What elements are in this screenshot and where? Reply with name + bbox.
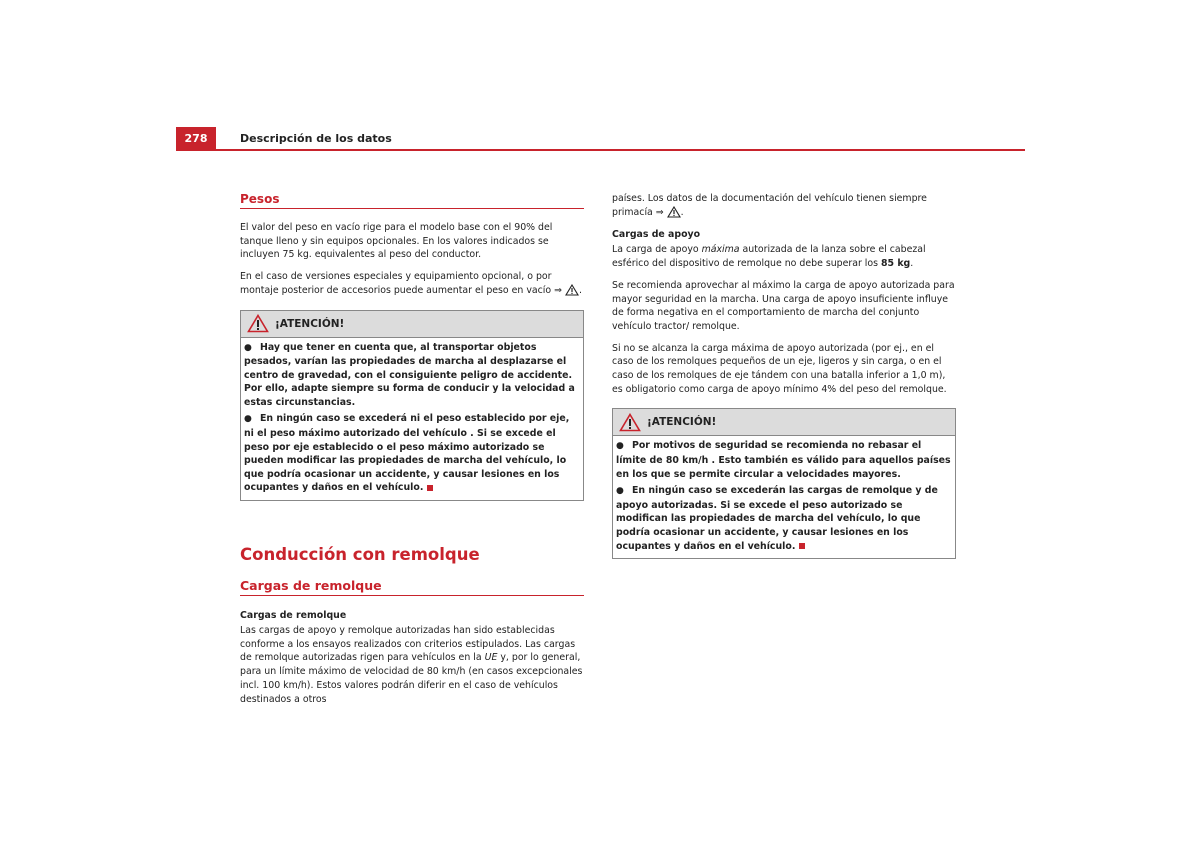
section-title-cargas: Cargas de remolque xyxy=(240,578,584,596)
apoyo-paragraph-1: La carga de apoyo máxima autorizada de la lanza sobre el cabezal esférico del dispositivo de remolque no debe superar los 85 kg. xyxy=(612,244,926,270)
running-title: Descripción de los datos xyxy=(240,132,392,145)
continued-paragraph: países. Los datos de la documentación del vehículo tienen siempre primacía ⇒ . xyxy=(612,193,927,218)
apoyo-paragraph-2: Se recomienda aprovechar al máximo la carga de apoyo autorizada para mayor seguridad en la marcha. Una carga de apoyo insuficiente influye de forma negativa en el comportamiento de marcha del conjunto vehículo tractor/ remolque. xyxy=(612,279,955,332)
warning-triangle-icon xyxy=(247,314,269,333)
warning-header xyxy=(613,409,955,436)
warning-triangle-icon xyxy=(565,284,579,296)
page-number: 278 xyxy=(176,127,216,149)
warning-triangle-icon xyxy=(619,413,641,432)
section-title-pesos: Pesos xyxy=(240,192,584,209)
warning-box-2 xyxy=(612,408,956,559)
warning-title: ¡ATENCIÓN! xyxy=(647,416,717,429)
bullet-icon: ● xyxy=(616,441,624,452)
subheading-cargas-remolque: Cargas de remolque xyxy=(240,610,347,622)
apoyo-paragraph-3: Si no se alcanza la carga máxima de apoyo autorizada (por ej., en el caso de los remolques pequeños de un eje, ligeros y sin carga, o en el caso de los remolques de eje tándem con una batalla inferior a 1,0 m), es obligatorio como carga de apoyo mínimo 4% del peso del remolque. xyxy=(612,342,947,395)
warning-triangle-icon xyxy=(667,206,681,218)
pesos-paragraph-1: El valor del peso en vacío rige para el modelo base con el 90% del tanque lleno y sin equipos opcionales. En los valores indicados se incluyen 75 kg. equivalentes al peso del conductor. xyxy=(240,222,553,261)
chapter-title: Conducción con remolque xyxy=(240,545,480,565)
bullet-icon: ● xyxy=(616,486,624,497)
end-mark-icon xyxy=(799,543,805,549)
warning-box-1 xyxy=(240,310,584,502)
warning-item: ● En ningún caso se excederán las cargas de remolque y de apoyo autorizadas. Si se excede el peso autorizado se modifican las propiedades de marcha del vehículo, lo que podría ocasionar un accidente, y causar lesiones en los ocupantes y daños en el vehículo. xyxy=(616,485,938,552)
cargas-paragraph: Las cargas de apoyo y remolque autorizadas han sido establecidas conforme a los ensayos realizados con criterios estipulados. Las cargas de remolque autorizadas rigen para vehículos en la UE y, por lo general, para un límite máximo de velocidad de 80 km/h (en casos excepcionales incl. 100 km/h). Estos valores podrán diferir en el caso de vehículos destinados a otros xyxy=(240,625,583,705)
warning-header xyxy=(241,311,583,338)
warning-item: ● En ningún caso se excederá ni el peso establecido por eje, ni el peso máximo autorizado del vehículo . Si se excede el peso por eje establecido o el peso máximo autorizado se pueden modificar las propiedades de marcha del vehículo, lo que podría ocasionar un accidente, y causar lesiones en los ocupantes y daños en el vehículo. xyxy=(244,413,570,494)
subheading-cargas-apoyo: Cargas de apoyo xyxy=(612,229,701,241)
pesos-paragraph-2: En el caso de versiones especiales y equipamiento opcional, o por montaje posterior de accesorios puede aumentar el peso en vacío ⇒ . xyxy=(240,271,582,296)
warning-item: ● Por motivos de seguridad se recomienda no rebasar el límite de 80 km/h . Esto también es válido para aquellos países en los que se permite circular a velocidades mayores. xyxy=(616,440,951,480)
left-column xyxy=(240,192,584,714)
warning-title: ¡ATENCIÓN! xyxy=(275,317,345,330)
page-header xyxy=(176,127,1025,151)
right-column xyxy=(612,192,956,559)
bullet-icon: ● xyxy=(244,342,252,353)
end-mark-icon xyxy=(427,485,433,491)
warning-item: ● Hay que tener en cuenta que, al transportar objetos pesados, varían las propiedades de marcha al desplazarse el centro de gravedad, con el consiguiente peligro de accidente. Por ello, adapte siempre su forma de conducir y la velocidad a estas circunstancias. xyxy=(244,341,575,408)
bullet-icon: ● xyxy=(244,414,252,425)
